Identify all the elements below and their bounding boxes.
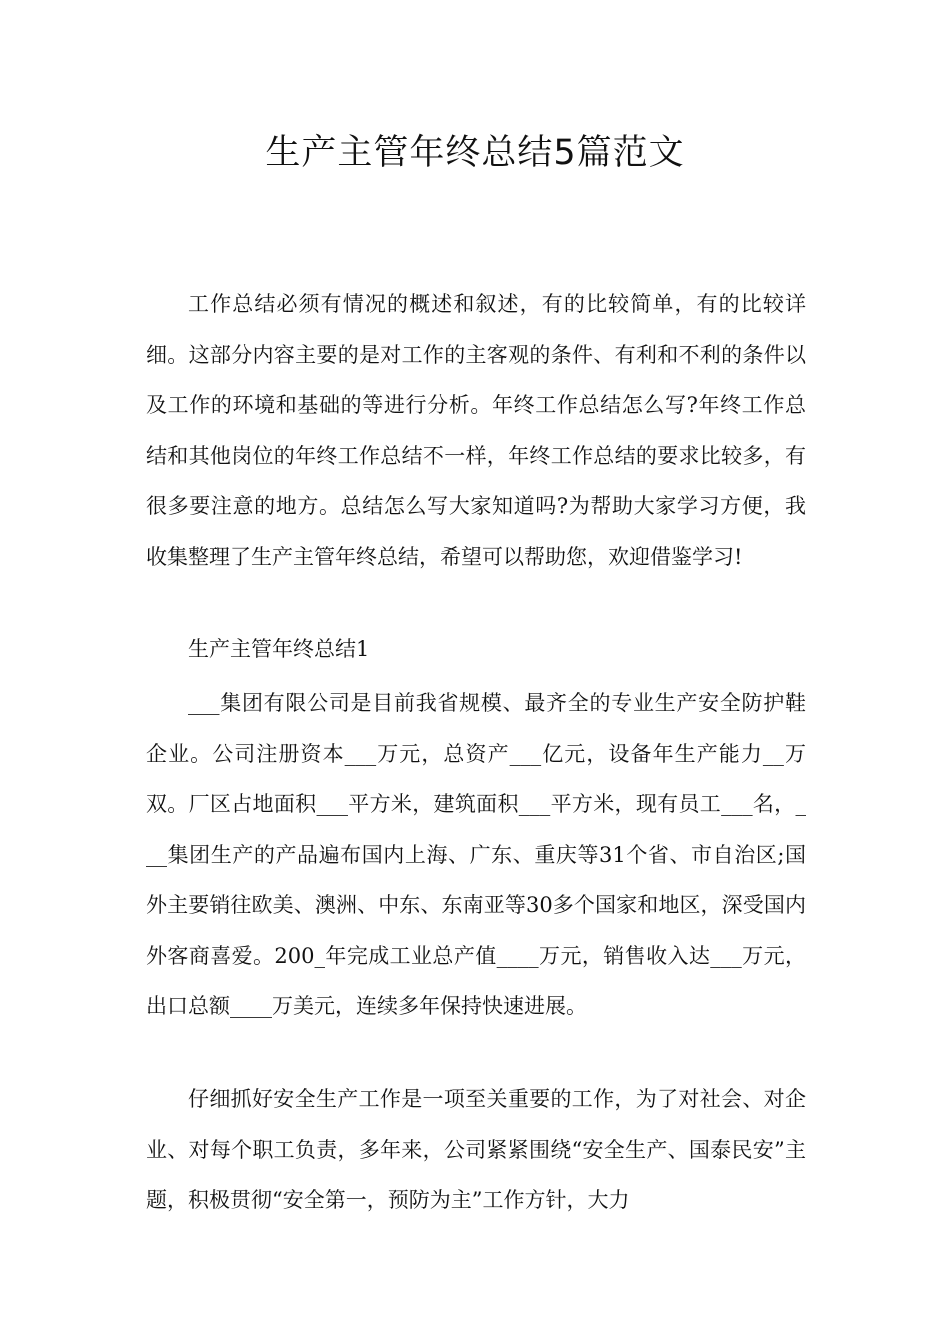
document-title: 生产主管年终总结5篇范文 xyxy=(265,133,685,173)
intro-paragraph: 工作总结必须有情况的概述和叙述，有的比较简单，有的比较详细。这部分内容主要的是对工作的主客观的条件、有利和不利的条件以及工作的环境和基础的等进行分析。年终工作总结怎么写?年终工作总结和其他岗位的年终工作总结不一样，年终工作总结的要求比较多，有很多要注意的地方。总结怎么写大家知道吗?为帮助大家学习方便，我收集整理了生产主管年终总结，希望可以帮助您，欢迎借鉴学习! xyxy=(146,292,806,569)
company-overview-paragraph: ___集团有限公司是目前我省规模、最齐全的专业生产安全防护鞋企业。公司注册资本___万元，总资产___亿元，设备年生产能力__万双。厂区占地面积___平方米，建筑面积___平方米，现有员工___名，___集团生产的产品遍布国内上海、广东、重庆等31个省、市自治区;国外主要销往欧美、澳洲、中东、东南亚等30多个国家和地区，深受国内外客商喜爱。200_年完成工业总产值____万元，销售收入达___万元，出口总额____万美元，连续多年保持快速进展。 xyxy=(146,691,806,1018)
section-heading: 生产主管年终总结1 xyxy=(188,637,370,661)
safety-paragraph: 仔细抓好安全生产工作是一项至关重要的工作，为了对社会、对企业、对每个职工负责，多年来，公司紧紧围绕“安全生产、国泰民安”主题，积极贯彻“安全第一，预防为主”工作方针，大力 xyxy=(146,1087,806,1212)
